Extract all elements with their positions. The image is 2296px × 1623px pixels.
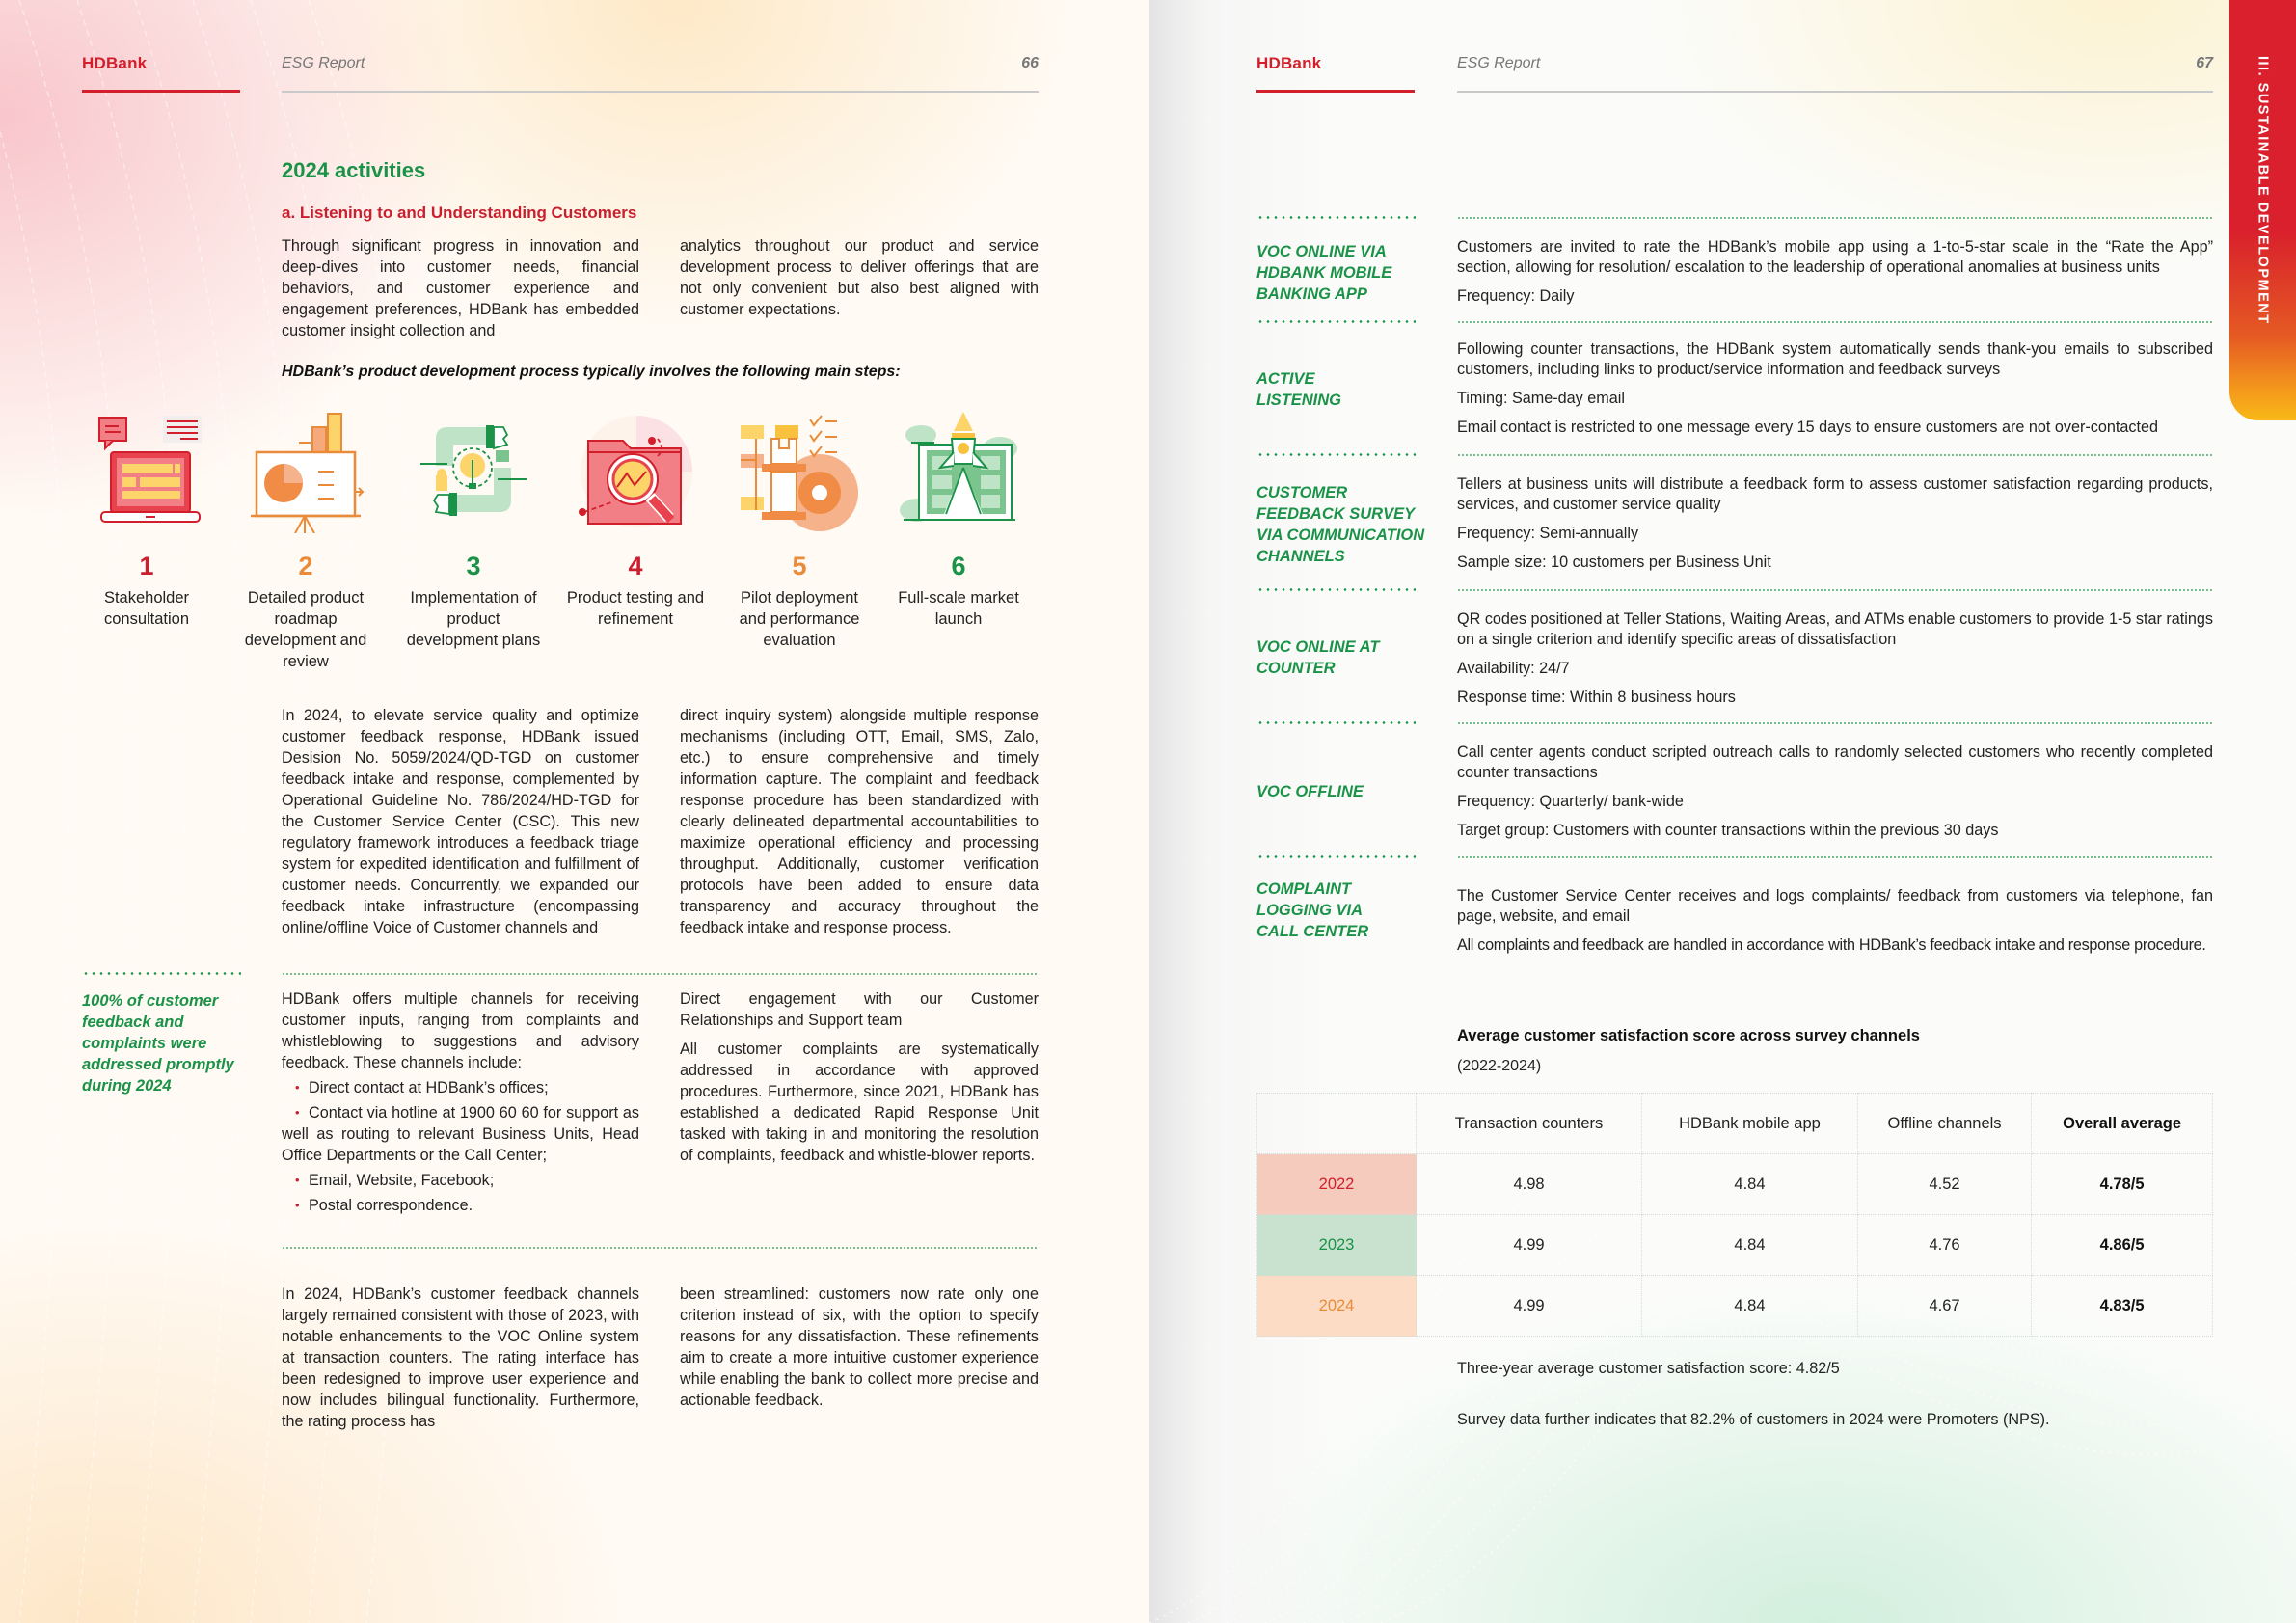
channels-intro: HDBank offers multiple channels for receiving customer inputs, ranging from complaints and whistleblowing to suggestions and advisory feedback. These channels include: <box>282 990 639 1071</box>
voc-channel-line: Call center agents conduct scripted outreach calls to randomly selected customers who recently completed counter transactions <box>1457 744 2213 781</box>
magnifier-folder-icon <box>573 410 698 533</box>
voc-channel-line: Frequency: Semi-annually <box>1457 525 1639 542</box>
voc-channel-content <box>1457 339 2213 446</box>
table-cell: 4.98 <box>1417 1154 1642 1215</box>
step-number: 3 <box>466 552 481 581</box>
header-logo-underline <box>1256 90 1415 93</box>
dotted-divider <box>1457 856 2213 858</box>
subsection-title: a. Listening to and Understanding Customers <box>282 203 637 222</box>
steps-intro: HDBank’s product development process typically involves the following main steps: <box>282 364 901 380</box>
voc-channel-label: VOC ONLINE VIA HDBANK MOBILE BANKING APP <box>1256 243 1392 303</box>
dotted-divider <box>1256 855 1416 858</box>
channels-col-2 <box>680 988 1039 1166</box>
voc-channel-line: All complaints and feedback are handled in accordance with HDBank’s feedback intake and response procedure. <box>1457 936 2206 954</box>
voc-channel-line: Response time: Within 8 business hours <box>1457 689 1736 706</box>
table-header-cell <box>1257 1094 1417 1154</box>
chapter-side-tab-label: III. SUSTAINABLE DEVELOPMENT <box>2255 56 2271 325</box>
step-6 <box>886 410 1031 630</box>
regulation-col-2: direct inquiry system) alongside multiple response mechanisms (including OTT, Email, SMS, Zalo, etc.) to ensure comprehensive and timely information capture. The complaint and feedback response procedure has been standardized with clearly delineated departmental accountabilities to maximize operational efficiency and processing throughput. Additionally, customer verification protocols have been added to ensure data transparency and accuracy throughout the feedback intake and response process. <box>680 707 1039 936</box>
voc-channel-content <box>1457 237 2213 315</box>
three-year-average-note: Three-year average customer satisfaction score: 4.82/5 <box>1457 1360 1840 1377</box>
table-cell: 4.84 <box>1642 1276 1858 1337</box>
header-report-title: ESG Report <box>282 55 365 71</box>
step-1 <box>74 410 219 630</box>
voc-channel-line: Sample size: 10 customers per Business Unit <box>1457 554 1771 571</box>
voc-channel-content <box>1457 743 2213 850</box>
header-rule <box>1457 91 2213 93</box>
dotted-divider <box>282 973 1039 975</box>
step-label: Pilot deployment and performance evaluation <box>739 589 860 649</box>
intro-col-1: Through significant progress in innovation and deep-dives into customer needs, financial behaviors, and customer experience and engagement preferences, HDBank has embedded customer insight collection and <box>282 237 639 339</box>
hdbank-logo: HDBank <box>82 54 148 72</box>
voc-channel-label: COMPLAINT LOGGING VIA CALL CENTER <box>1256 880 1369 940</box>
table-header-cell: Overall average <box>2032 1094 2213 1154</box>
step-3 <box>401 410 546 651</box>
voc-channel-line: Frequency: Quarterly/ bank-wide <box>1457 793 1684 810</box>
right-page <box>1149 0 2296 1623</box>
header-rule <box>282 91 1039 93</box>
voc-channel-content <box>1457 609 2213 717</box>
voc-channel-line: QR codes positioned at Teller Stations, Waiting Areas, and ATMs enable customers to provide 1-5 star ratings on a single criterion and identify specific areas of dissatisfaction <box>1457 610 2213 648</box>
table-overall-cell: 4.78/5 <box>2032 1154 2213 1215</box>
table-row <box>1257 1154 2213 1215</box>
step-number: 1 <box>139 552 154 581</box>
step-label: Product testing and refinement <box>566 589 705 628</box>
dotted-divider <box>82 972 241 975</box>
table-row <box>1257 1215 2213 1276</box>
table-cell: 4.76 <box>1857 1215 2031 1276</box>
page-number: 66 <box>1021 55 1039 71</box>
chapter-side-tab[interactable] <box>2229 0 2296 420</box>
step-number: 6 <box>951 552 966 581</box>
table-cell: 4.84 <box>1642 1215 1858 1276</box>
dotted-divider <box>1457 321 2213 323</box>
table-cell: 4.67 <box>1857 1276 2031 1337</box>
voc-channel-line: Customers are invited to rate the HDBank’s mobile app using a 1-to-5-star scale in the “Rate the App” section, allowing for resolution/ escalation to the leadership of operational anomalies at business units <box>1457 238 2213 276</box>
table-overall-cell: 4.83/5 <box>2032 1276 2213 1337</box>
voc-channel-label: VOC ONLINE AT COUNTER <box>1256 638 1380 677</box>
step-label: Stakeholder consultation <box>103 589 190 628</box>
channels-list-item: • Postal correspondence. <box>282 1195 639 1216</box>
dotted-divider <box>1256 721 1416 724</box>
page-number: 67 <box>2196 55 2213 71</box>
voc-channel-line: Frequency: Daily <box>1457 287 1575 305</box>
step-number: 5 <box>792 552 807 581</box>
table-cell: 4.99 <box>1417 1276 1642 1337</box>
voc-channel-line: Availability: 24/7 <box>1457 660 1570 677</box>
table-header-cell: HDBank mobile app <box>1642 1094 1858 1154</box>
table-title: Average customer satisfaction score across survey channels <box>1457 1027 1920 1044</box>
step-label: Detailed product roadmap development and review <box>244 589 367 670</box>
presentation-board-icon <box>243 410 368 533</box>
table-subtitle: (2022-2024) <box>1457 1058 1542 1074</box>
channels-list-item: • Contact via hotline at 1900 60 60 for support as well as routing to relevant Business Units, Head Office Departments or the Call Center; <box>282 1102 639 1166</box>
highlight-callout: 100% of customer feedback and complaints were addressed promptly during 2024 <box>82 992 234 1095</box>
step-number: 4 <box>628 552 643 581</box>
step-4 <box>563 410 708 630</box>
dotted-divider <box>1256 453 1416 456</box>
channels-col-1 <box>282 988 639 1216</box>
channels-rapid-response: All customer complaints are systematically addressed in accordance with approved procedures. Furthermore, since 2021, HDBank has established a dedicated Rapid Response Unit tasked with taking in and monitoring the resolution of complaints, feedback and whistle-blower reports. <box>680 1041 1039 1164</box>
chess-target-icon <box>737 410 862 533</box>
voc-channel-line: Following counter transactions, the HDBank system automatically sends thank-you emails to subscribed customers, including links to product/service information and feedback surveys <box>1457 340 2213 378</box>
table-row <box>1257 1276 2213 1337</box>
enhancements-col-1: In 2024, HDBank’s customer feedback channels largely remained consistent with those of 2023, with notable enhancements to the VOC Online system at transaction counters. The rating interface has been redesigned to improve user experience and now includes bilingual functionality. Furthermore, the rating process has <box>282 1285 639 1430</box>
dotted-divider <box>1457 589 2213 591</box>
regulation-col-1: In 2024, to elevate service quality and optimize customer feedback response, HDBank issued Desision No. 5059/2024/QD-TGD on customer feedback intake and response, complemented by Operational Guideline No. 786/2024/HD-TGD for the Customer Service Center (CSC). This new regulatory framework introduces a feedback triage system for expedited identification and fulfillment of customer needs. Concurrently, we expanded our feedback intake infrastructure (encompassing online/offline Voice of Customer channels and <box>282 707 639 936</box>
voc-channel-line: Email contact is restricted to one message every 15 days to ensure customers are not over-contacted <box>1457 419 2158 436</box>
step-5 <box>727 410 872 651</box>
table-header-cell: Offline channels <box>1857 1094 2031 1154</box>
header-report-title: ESG Report <box>1457 55 1541 71</box>
rocket-launch-icon <box>896 410 1021 533</box>
voc-channel-label: VOC OFFLINE <box>1256 783 1364 800</box>
channels-list-item: • Direct contact at HDBank’s offices; <box>282 1077 639 1098</box>
voc-channel-content <box>1457 474 2213 582</box>
table-year-cell: 2023 <box>1257 1215 1417 1276</box>
table-year-cell: 2024 <box>1257 1276 1417 1337</box>
voc-channel-label: CUSTOMER FEEDBACK SURVEY VIA COMMUNICATION CHANNELS <box>1256 484 1425 565</box>
lightbulb-hands-icon <box>411 410 536 533</box>
table-year-cell: 2022 <box>1257 1154 1417 1215</box>
table-cell: 4.99 <box>1417 1215 1642 1276</box>
dotted-divider <box>1457 722 2213 724</box>
voc-channel-line: Tellers at business units will distribute a feedback form to assess customer satisfaction regarding products, services, and customer service quality <box>1457 475 2213 513</box>
step-2 <box>233 410 378 672</box>
dotted-divider <box>1256 320 1416 323</box>
step-label: Implementation of product development plans <box>406 589 541 649</box>
table-cell: 4.52 <box>1857 1154 2031 1215</box>
channels-list-item: • Email, Website, Facebook; <box>282 1170 639 1191</box>
laptop-feedback-icon <box>84 410 209 533</box>
dotted-divider <box>1457 454 2213 456</box>
dotted-divider <box>1457 217 2213 219</box>
table-cell: 4.84 <box>1642 1154 1858 1215</box>
table-overall-cell: 4.86/5 <box>2032 1215 2213 1276</box>
dotted-divider <box>1256 216 1416 219</box>
step-label: Full-scale market launch <box>898 589 1019 628</box>
voc-channel-line: Target group: Customers with counter transactions within the previous 30 days <box>1457 822 1999 839</box>
hdbank-logo: HDBank <box>1256 54 1322 72</box>
voc-channel-line: Timing: Same-day email <box>1457 390 1625 407</box>
voc-channel-line: The Customer Service Center receives and logs complaints/ feedback from customers via telephone, fan page, website, and email <box>1457 887 2213 925</box>
dotted-divider <box>282 1247 1039 1249</box>
nps-note: Survey data further indicates that 82.2% of customers in 2024 were Promoters (NPS). <box>1457 1411 2050 1428</box>
satisfaction-score-table <box>1256 1093 2213 1337</box>
table-header-row <box>1257 1094 2213 1154</box>
channels-direct-engagement: Direct engagement with our Customer Relationships and Support team <box>680 990 1039 1029</box>
voc-channel-label: ACTIVE LISTENING <box>1256 370 1342 409</box>
enhancements-col-2: been streamlined: customers now rate only one criterion instead of six, with the option to specify reasons for any dissatisfaction. These refinements aim to create a more intuitive customer experience while enabling the bank to collect more precise and actionable feedback. <box>680 1285 1039 1409</box>
dotted-divider <box>1256 588 1416 591</box>
header-logo-underline <box>82 90 240 93</box>
step-number: 2 <box>298 552 313 581</box>
section-title: 2024 activities <box>282 158 426 182</box>
voc-channel-content <box>1457 886 2213 964</box>
channels-list <box>282 1077 639 1216</box>
intro-col-2: analytics throughout our product and service development process to deliver offerings that are not only convenient but also best aligned with customer expectations. <box>680 237 1039 318</box>
table-header-cell: Transaction counters <box>1417 1094 1642 1154</box>
